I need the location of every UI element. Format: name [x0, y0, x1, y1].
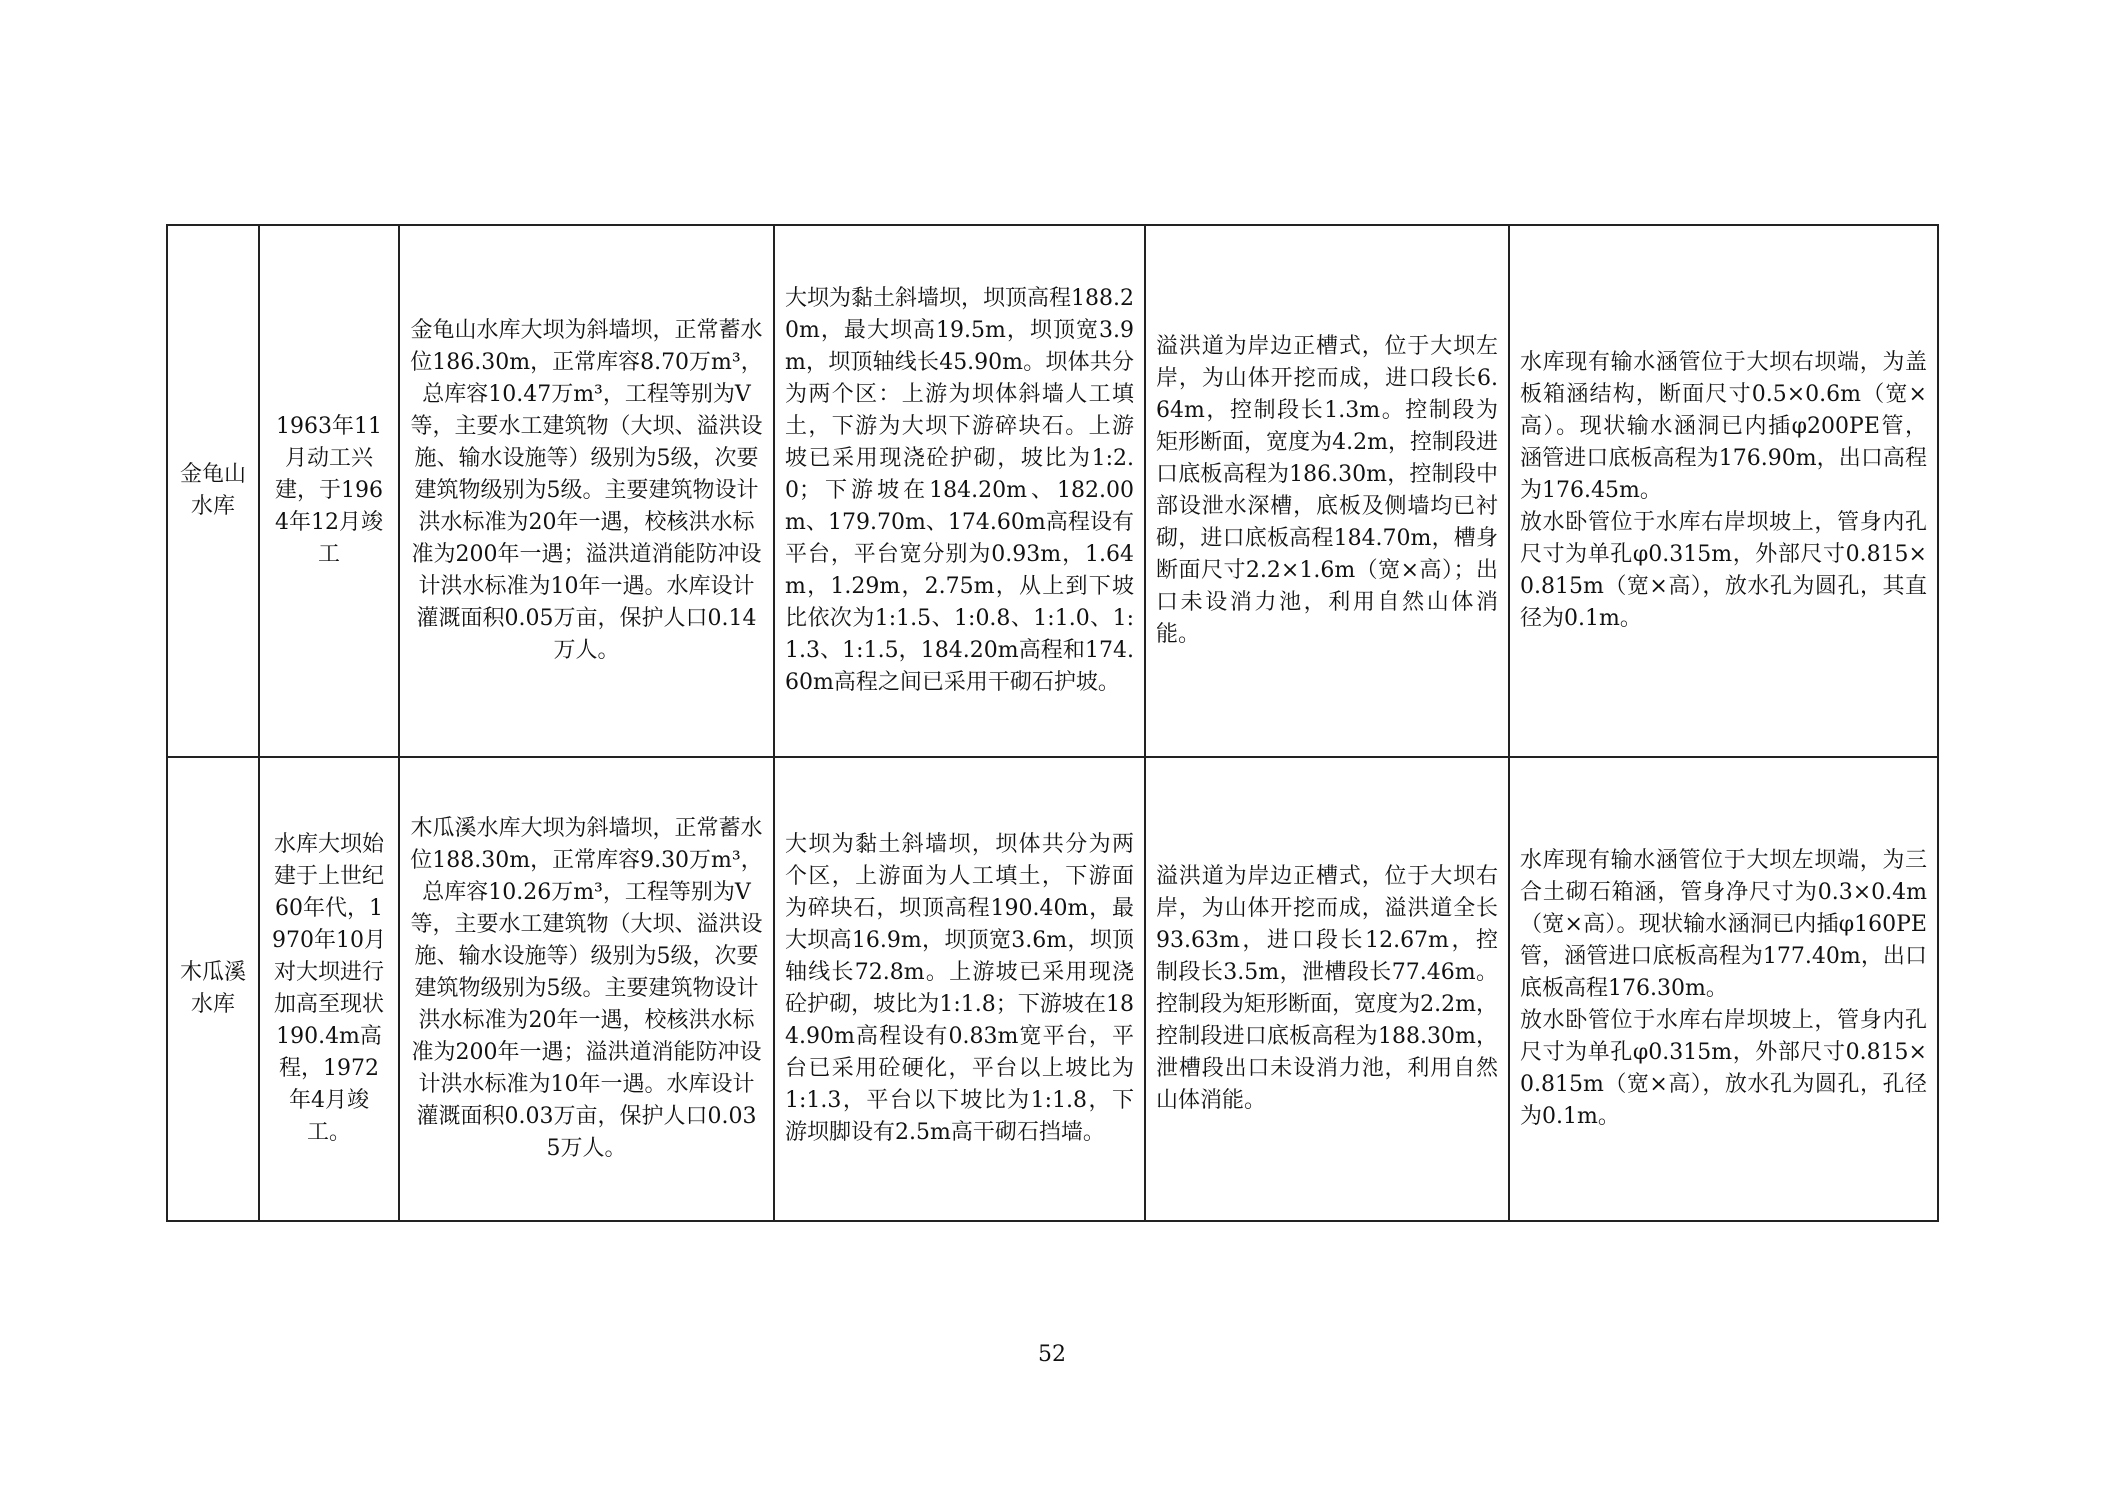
- outlet-culvert-text: 水库现有输水涵管位于大坝左坝端，为三合土砌石箱涵，管身净尺寸为0.3×0.4m（宽×高）。现状输水涵洞已内插φ160PE管，涵管进口底板高程为177.40m，出口底板高程176.30m。: [1520, 848, 1927, 1001]
- outlet-description-cell: [1509, 225, 1938, 757]
- reservoir-name-cell: 金龟山水库: [167, 225, 259, 757]
- outlet-description-cell: [1509, 757, 1938, 1221]
- reservoir-table: [166, 224, 1939, 1222]
- outlet-culvert-text: 水库现有输水涵管位于大坝右坝端，为盖板箱涵结构，断面尺寸0.5×0.6m（宽×高）。现状输水涵洞已内插φ200PE管，涵管进口底板高程为176.90m，出口高程为176.45m。: [1520, 350, 1927, 503]
- table-row: [167, 225, 1938, 757]
- construction-history-cell: 水库大坝始建于上世纪60年代，1970年10月对大坝进行加高至现状190.4m高程，1972年4月竣工。: [259, 757, 399, 1221]
- construction-history-cell: 1963年11月动工兴建，于1964年12月竣工: [259, 225, 399, 757]
- reservoir-name-cell: 木瓜溪水库: [167, 757, 259, 1221]
- outlet-pipe-text: 放水卧管位于水库右岸坝坡上，管身内孔尺寸为单孔φ0.315m，外部尺寸0.815×0.815m（宽×高），放水孔为圆孔，孔径为0.1m。: [1520, 1008, 1927, 1129]
- project-overview-cell: 木瓜溪水库大坝为斜墙坝，正常蓄水位188.30m，正常库容9.30万m³，总库容10.26万m³，工程等别为Ⅴ等，主要水工建筑物（大坝、溢洪设施、输水设施等）级别为5级，次要建筑物级别为5级。主要建筑物设计洪水标准为20年一遇，校核洪水标准为200年一遇；溢洪道消能防冲设计洪水标准为10年一遇。水库设计灌溉面积0.03万亩，保护人口0.035万人。: [399, 757, 774, 1221]
- dam-description-cell: 大坝为黏土斜墙坝，坝体共分为两个区，上游面为人工填土，下游面为碎块石，坝顶高程190.40m，最大坝高16.9m，坝顶宽3.6m，坝顶轴线长72.8m。上游坡已采用现浇砼护砌，坡比为1:1.8；下游坡在184.90m高程设有0.83m宽平台，平台已采用砼硬化，平台以上坡比为1:1.3，平台以下坡比为1:1.8，下游坝脚设有2.5m高干砌石挡墙。: [774, 757, 1145, 1221]
- dam-description-cell: 大坝为黏土斜墙坝，坝顶高程188.20m，最大坝高19.5m，坝顶宽3.9m，坝顶轴线长45.90m。坝体共分为两个区：上游为坝体斜墙人工填土，下游为大坝下游碎块石。上游坡已采用现浇砼护砌，坡比为1:2.0；下游坡在184.20m、182.00m、179.70m、174.60m高程设有平台，平台宽分别为0.93m，1.64m，1.29m，2.75m，从上到下坡比依次为1:1.5、1:0.8、1:1.0、1:1.3、1:1.5，184.20m高程和174.60m高程之间已采用干砌石护坡。: [774, 225, 1145, 757]
- table-row: [167, 757, 1938, 1221]
- outlet-pipe-text: 放水卧管位于水库右岸坝坡上，管身内孔尺寸为单孔φ0.315m，外部尺寸0.815×0.815m（宽×高），放水孔为圆孔，其直径为0.1m。: [1520, 510, 1927, 631]
- project-overview-cell: 金龟山水库大坝为斜墙坝，正常蓄水位186.30m，正常库容8.70万m³，总库容10.47万m³，工程等别为Ⅴ等，主要水工建筑物（大坝、溢洪设施、输水设施等）级别为5级，次要建筑物级别为5级。主要建筑物设计洪水标准为20年一遇，校核洪水标准为200年一遇；溢洪道消能防冲设计洪水标准为10年一遇。水库设计灌溉面积0.05万亩，保护人口0.14万人。: [399, 225, 774, 757]
- spillway-description-cell: 溢洪道为岸边正槽式，位于大坝右岸，为山体开挖而成，溢洪道全长93.63m，进口段长12.67m，控制段长3.5m，泄槽段长77.46m。控制段为矩形断面，宽度为2.2m，控制段进口底板高程为188.30m，泄槽段出口未设消力池，利用自然山体消能。: [1145, 757, 1509, 1221]
- spillway-description-cell: 溢洪道为岸边正槽式，位于大坝左岸，为山体开挖而成，进口段长6.64m，控制段长1.3m。控制段为矩形断面，宽度为4.2m，控制段进口底板高程为186.30m，控制段中部设泄水深槽，底板及侧墙均已衬砌，进口底板高程184.70m，槽身断面尺寸2.2×1.6m（宽×高）；出口未设消力池，利用自然山体消能。: [1145, 225, 1509, 757]
- page-number: 52: [1038, 1342, 1066, 1367]
